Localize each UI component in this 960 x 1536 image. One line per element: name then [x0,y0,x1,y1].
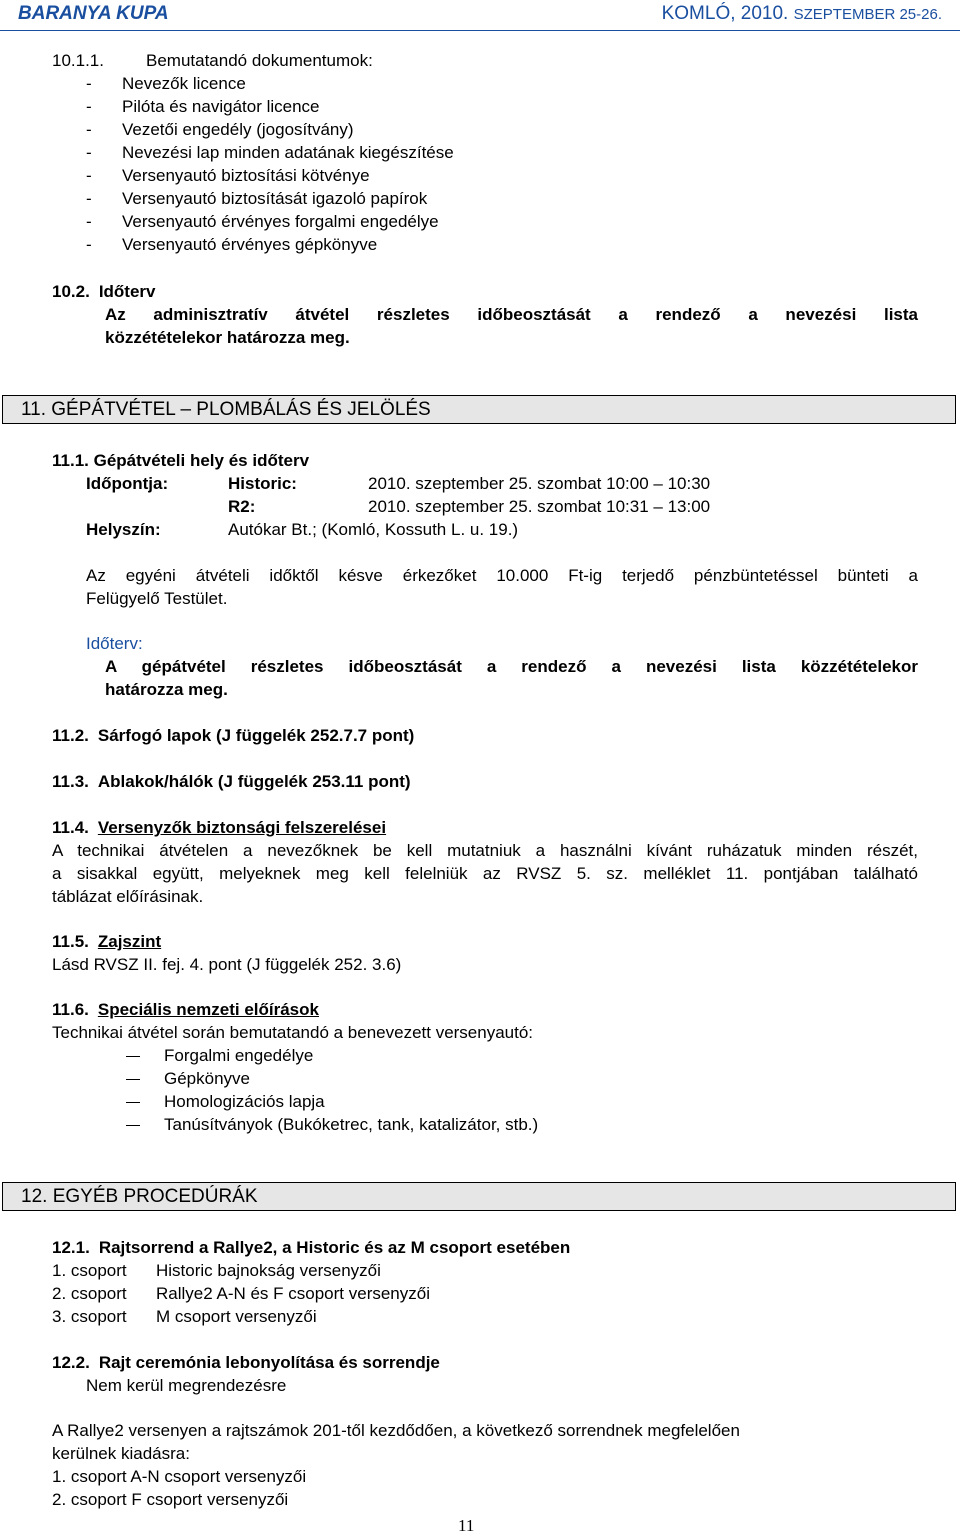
header-title: BARANYA KUPA [18,3,169,24]
place-label: Helyszín: [86,520,161,539]
header-rule [0,30,960,31]
heading-11-3: 11.3. Ablakok/hálók (J függelék 253.11 pont) [52,772,411,791]
place-value: Autókar Bt.; (Komló, Kossuth L. u. 19.) [228,520,519,539]
list-item: Gépkönyve [126,1069,250,1089]
header-date-small: SZEPTEMBER 25-26. [793,6,942,23]
group-row: 2. csoport Rallye2 A-N és F csoport versenyzői [52,1284,430,1303]
list-item: - Vezetői engedély (jogosítvány) [86,120,354,139]
list-item: - Versenyautó érvényes gépkönyve [86,235,378,254]
category-r2: R2: [228,497,256,516]
heading-10-1-1 [52,51,373,71]
section-12-title: 12. EGYÉB PROCEDÚRÁK [21,1186,258,1207]
list-item: - Nevezési lap minden adatának kiegészítése [86,143,454,162]
header-date-main: KOMLÓ, 2010. [661,3,789,24]
section-11-title: 11. GÉPÁTVÉTEL – PLOMBÁLÁS ÉS JELÖLÉS [21,399,431,420]
time-r2: 2010. szeptember 25. szombat 10:31 – 13:00 [368,497,711,516]
paragraph-12-2: Nem kerül megrendezésre [86,1376,287,1395]
paragraph-11-4-line3: táblázat előírásinak. [52,887,204,906]
paragraph-10-2-line2: közzétételekor határozza meg. [105,328,350,347]
list-item: Tanúsítványok (Bukóketrec, tank, katalizátor, stb.) [126,1115,538,1135]
page-number: 11 [458,1516,475,1535]
closing-line2: kerülnek kiadásra: [52,1444,190,1463]
closing-item1: 1. csoport A-N csoport versenyzői [52,1467,307,1486]
timeplan-line1: A gépátvétel részletes időbeosztását a rendező a nevezési lista közzétételekor [105,657,918,676]
list-item: - Versenyautó biztosítási kötvénye [86,166,370,185]
closing-item2: 2. csoport F csoport versenyzői [52,1490,289,1509]
time-historic: 2010. szeptember 25. szombat 10:00 – 10:30 [368,474,711,493]
penalty-line1: Az egyéni átvételi időktől késve érkezőket 10.000 Ft-ig terjedő pénzbüntetéssel bünteti a [86,566,918,585]
heading-11-5: 11.5. Zajszint [52,932,162,951]
heading-10-1-1-title: Bemutatandó dokumentumok: [146,51,373,70]
list-item: - Nevezők licence [86,74,246,93]
list-item: - Versenyautó érvényes forgalmi engedélye [86,212,439,231]
paragraph-11-4-line2: a sisakkal együtt, melyeknek meg kell felelniük az RVSZ 5. sz. melléklet 11. pontjában található [52,864,918,883]
paragraph-11-5: Lásd RVSZ II. fej. 4. pont (J függelék 252. 3.6) [52,955,402,974]
time-label: Időpontja: [86,474,169,493]
section-11-box [2,395,956,424]
paragraph-11-4-line1: A technikai átvételen a nevezőknek be kell mutatniuk a használni kívánt ruházatuk minden részét, [52,841,918,860]
heading-11-4: 11.4. Versenyzők biztonsági felszerelései [52,818,387,837]
heading-12-1: 12.1. Rajtsorrend a Rallye2, a Historic és az M csoport esetében [52,1238,571,1257]
penalty-line2: Felügyelő Testület. [86,589,228,608]
group-row: 1. csoport Historic bajnokság versenyzői [52,1261,381,1280]
heading-11-1: 11.1. Gépátvételi hely és időterv [52,451,310,470]
heading-12-2: 12.2. Rajt ceremónia lebonyolítása és sorrendje [52,1353,440,1372]
heading-10-2-title: Időterv [98,282,156,301]
timeplan-line2: határozza meg. [105,680,228,699]
list-item: Forgalmi engedélye [126,1046,313,1066]
section-12-box [2,1182,956,1211]
timeplan-label: Időterv: [86,634,143,653]
list-item: - Versenyautó biztosítását igazoló papírok [86,189,428,208]
category-historic: Historic: [228,474,297,493]
heading-11-6: 11.6. Speciális nemzeti előírások [52,1000,319,1019]
list-item: - Pilóta és navigátor licence [86,97,320,116]
paragraph-11-6-intro: Technikai átvétel során bemutatandó a benevezett versenyautó: [52,1023,534,1042]
paragraph-10-2-line1: Az adminisztratív átvétel részletes időbeosztását a rendező a nevezési lista [105,305,918,324]
heading-10-2: 10.2. Időterv [52,282,156,301]
header-date [662,3,942,25]
group-row: 3. csoport M csoport versenyzői [52,1307,317,1326]
heading-10-1-1-num: 10.1.1. [52,51,104,70]
closing-line1: A Rallye2 versenyen a rajtszámok 201-től kezdődően, a következő sorrendnek megfelelően [52,1421,740,1440]
list-item: Homologizációs lapja [126,1092,325,1112]
heading-11-2: 11.2. Sárfogó lapok (J függelék 252.7.7 pont) [52,726,415,745]
